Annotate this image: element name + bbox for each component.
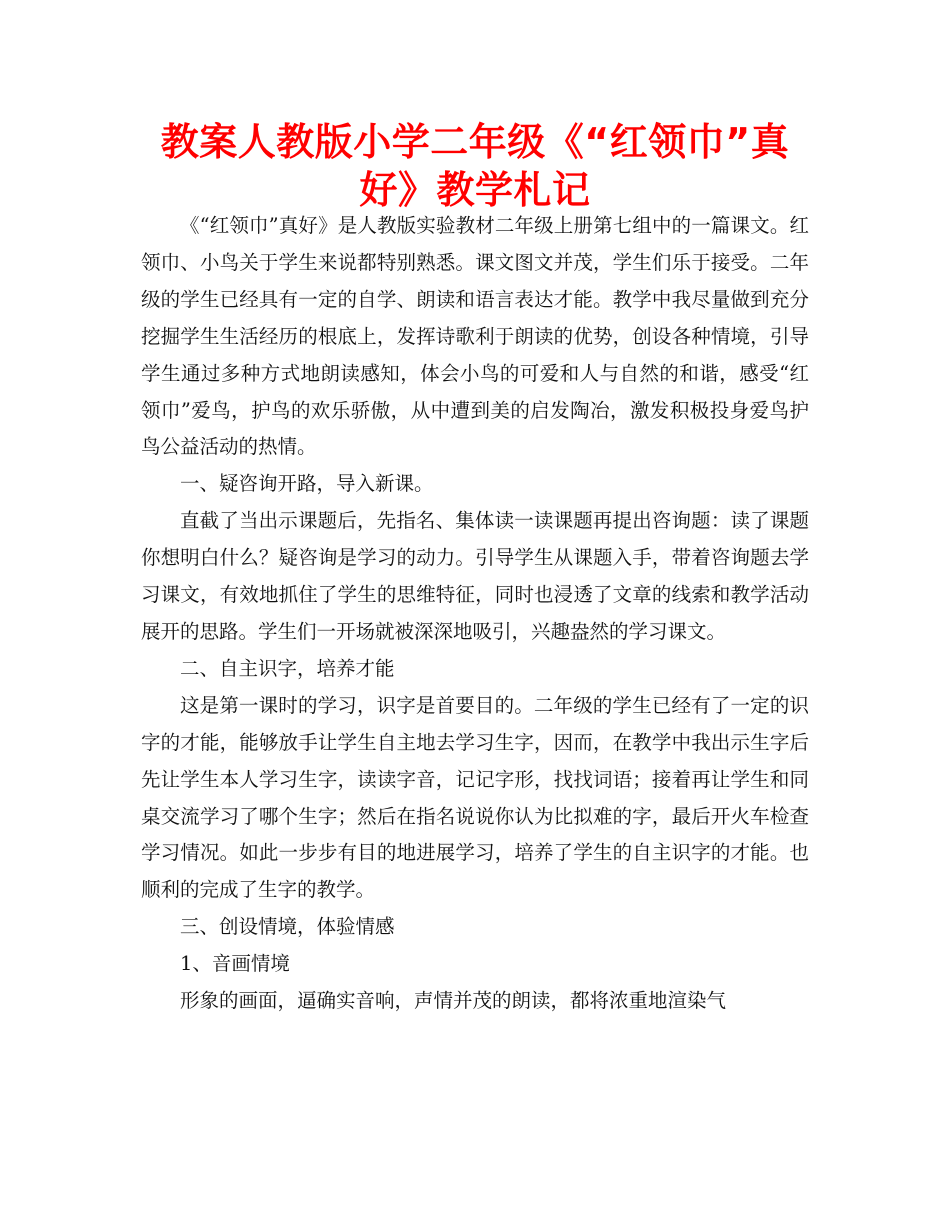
section-heading-2: 二、自主识字，培养才能 — [180, 656, 395, 680]
paragraph-subsection-3-1: 形象的画面，逼确实音响，声情并茂的朗读，都将浓重地渲染气 — [180, 989, 727, 1013]
document-title: 教案人教版小学二年级《“红领巾”真好》教学札记 — [160, 120, 790, 212]
paragraph-section-2: 这是第一课时的学习，识字是首要目的。二年级的学生已经有了一定的识字的才能，能够放手让学生自主地去学习生字，因而，在教学中我出示生字后先让学生本人学习生字，读读字音，记记字形，找找词语；接着再让学生和同桌交流学习了哪个生字；然后在指名说说你认为比拟难的字，最后开火车检查学习情况。如此一步步有目的地进展学习，培养了学生的自主识字的才能。也顺利的完成了生字的教学。 — [141, 693, 809, 902]
subsection-heading-3-1: 1、音画情境 — [180, 952, 290, 976]
paragraph-section-1: 直截了当出示课题后，先指名、集体读一读课题再提出咨询题：读了课题你想明白什么？疑咨询是学习的动力。引导学生从课题入手，带着咨询题去学习课文，有效地抓住了学生的思维特征，同时也浸透了文章的线索和教学活动展开的思路。学生们一开场就被深深地吸引，兴趣盎然的学习课文。 — [141, 509, 809, 643]
paragraph-intro: 《“红领巾”真好》是人教版实验教材二年级上册第七组中的一篇课文。红领巾、小鸟关于学生来说都特别熟悉。课文图文并茂，学生们乐于接受。二年级的学生已经具有一定的自学、朗读和语言表达才能。教学中我尽量做到充分挖掘学生生活经历的根底上，发挥诗歌利于朗读的优势，创设各种情境，引导学生通过多种方式地朗读感知，体会小鸟的可爱和人与自然的和谐，感受“红领巾”爱鸟，护鸟的欢乐骄傲，从中遭到美的启发陶冶，激发积极投身爱鸟护鸟公益活动的热情。 — [141, 214, 809, 459]
document-body — [141, 208, 809, 1020]
section-heading-1: 一、疑咨询开路，导入新课。 — [180, 472, 434, 496]
section-heading-3: 三、创设情境，体验情感 — [180, 915, 395, 939]
